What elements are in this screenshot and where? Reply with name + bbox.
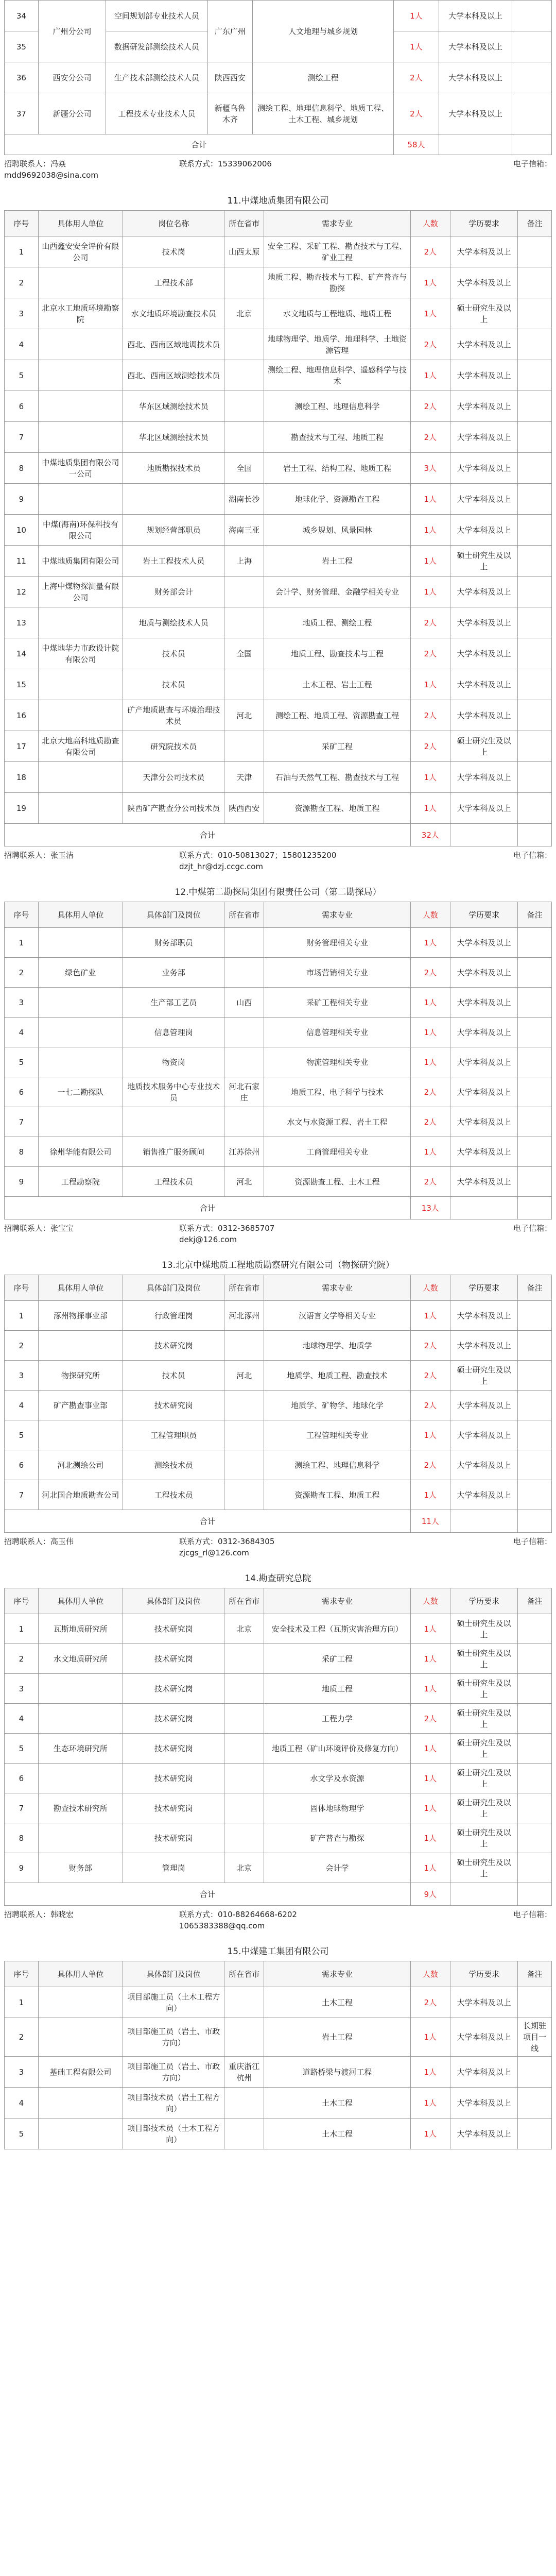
table-row: 4 项目部技术员（岩土工程方向） 土木工程 1人 大学本科及以上 bbox=[5, 2088, 552, 2119]
section-title: 11.中煤地质集团有限公司 bbox=[227, 196, 329, 206]
table-row: 11 中煤地质集团有限公司 岩土工程技术人员 上海 岩土工程 1人 硕士研究生及以上 bbox=[5, 546, 552, 577]
total-row: 合计 13人 bbox=[5, 1197, 552, 1219]
table-row: 9 湖南长沙 地球化学、资源勘查工程 1人 大学本科及以上 bbox=[5, 484, 552, 515]
table-row: 3 技术研究岗 地质工程 1人 硕士研究生及以上 bbox=[5, 1674, 552, 1704]
section11-table bbox=[4, 210, 552, 846]
contact-line: 招聘联系人：张宝宝 联系方式：0312-3685707 dekj@126.com 电子信箱： bbox=[4, 1224, 552, 1244]
total-row: 合计 9人 bbox=[5, 1883, 552, 1906]
table-row: 1 瓦斯地质研究所 技术研究岗 北京 安全技术及工程（瓦斯灾害治理方向） 1人 硕士研究生及以上 bbox=[5, 1614, 552, 1644]
table-row: 2 绿色矿业 业务部 市场营销相关专业 2人 大学本科及以上 bbox=[5, 958, 552, 988]
table-row: 4 西北、西南区域地调技术员 地球物理学、地质学、地理科学、土地资源管理 2人 大学本科及以上 bbox=[5, 329, 552, 360]
section-title: 12.中煤第二勘探局集团有限责任公司（第二勘探局） bbox=[175, 887, 381, 897]
contact-line: 招聘联系人：高玉伟 联系方式：0312-3684305 zjcgs_rl@126.com 电子信箱： bbox=[4, 1537, 552, 1557]
table-row: 17 北京大地高科地质勘查有限公司 研究院技术员 采矿工程 2人 硕士研究生及以上 bbox=[5, 731, 552, 762]
section-title: 15.中煤建工集团有限公司 bbox=[227, 1946, 329, 1957]
table-row: 7 勘查技术研究所 技术研究岗 固体地球物理学 1人 硕士研究生及以上 bbox=[5, 1793, 552, 1823]
table-row: 5 工程管理职员 工程管理相关专业 1人 大学本科及以上 bbox=[5, 1420, 552, 1450]
contact-line: 招聘联系人：韩晓宏 联系方式：010-88264668-6202 1065383388@qq.com 电子信箱： bbox=[4, 1910, 552, 1930]
contact-line: 招聘联系人：张玉洁 联系方式：010-50813027；15801235200 dzjt_hr@dzj.ccgc.com 电子信箱： bbox=[4, 851, 552, 871]
table-row: 2 水文地质研究所 技术研究岗 采矿工程 1人 硕士研究生及以上 bbox=[5, 1644, 552, 1674]
section-title: 13.北京中煤地质工程地质勘察研究有限公司（物探研究院） bbox=[161, 1260, 395, 1270]
table-row: 4 矿产勘查事业部 技术研究岗 地质学、矿物学、地球化学 2人 大学本科及以上 bbox=[5, 1391, 552, 1420]
table-row: 7 水文与水资源工程、岩土工程 2人 大学本科及以上 bbox=[5, 1107, 552, 1137]
table-row: 34 广州分公司 空间规划部专业技术人员 广东广州 人文地理与城乡规划 1人 大学本科及以上 bbox=[5, 1, 552, 31]
table-row: 4 信息管理岗 信息管理相关专业 1人 大学本科及以上 bbox=[5, 1018, 552, 1047]
table-row: 7 河北国合地质勘查公司 工程技术员 资源勘查工程、地质工程 1人 大学本科及以上 bbox=[5, 1480, 552, 1510]
table-row: 12 上海中煤物探测量有限公司 财务部会计 会计学、财务管理、金融学相关专业 1人 大学本科及以上 bbox=[5, 577, 552, 607]
table-row: 5 生态环境研究所 技术研究岗 地质工程（矿山环境评价及修复方向） 1人 硕士研究生及以上 bbox=[5, 1734, 552, 1764]
table-row: 14 中煤地华力市政设计院有限公司 技术员 全国 地质工程、勘查技术与工程 2人 大学本科及以上 bbox=[5, 638, 552, 669]
table-row: 13 地质与测绘技术人员 地质工程、测绘工程 2人 大学本科及以上 bbox=[5, 607, 552, 638]
table-row: 1 涿州物探事业部 行政管理岗 河北涿州 汉语言文学等相关专业 1人 大学本科及以上 bbox=[5, 1301, 552, 1331]
prev-table bbox=[4, 0, 552, 155]
table-header: 序号 具体用人单位 具体部门及岗位 所在省市 需求专业 人数 学历要求 备注 bbox=[5, 1275, 552, 1301]
table-row: 15 技术员 土木工程、岩土工程 1人 大学本科及以上 bbox=[5, 669, 552, 700]
table-row: 37 新疆分公司 工程技术专业技术人员 新疆乌鲁木齐 测绘工程、地理信息科学、地质工程、土木工程、城乡规划 2人 大学本科及以上 bbox=[5, 93, 552, 134]
table-row: 9 财务部 管理岗 北京 会计学 1人 硕士研究生及以上 bbox=[5, 1853, 552, 1883]
table-row: 3 生产部工艺员 山西 采矿工程相关专业 1人 大学本科及以上 bbox=[5, 988, 552, 1018]
section15-table bbox=[4, 1961, 552, 2149]
table-row: 8 中煤地质集团有限公司一公司 地质勘探技术员 全国 岩土工程、结构工程、地质工程 3人 大学本科及以上 bbox=[5, 453, 552, 484]
table-row: 35 数据研发部测绘技术人员 1人 大学本科及以上 bbox=[5, 31, 552, 62]
section13-table bbox=[4, 1275, 552, 1533]
table-header: 序号 具体用人单位 具体部门及岗位 所在省市 需求专业 人数 学历要求 备注 bbox=[5, 902, 552, 928]
section14-table bbox=[4, 1588, 552, 1906]
table-row: 6 河北测绘公司 测绘技术员 测绘工程、地理信息科学 2人 大学本科及以上 bbox=[5, 1450, 552, 1480]
table-row: 3 北京水工地质环境勘察院 水文地质环境勘查技术员 北京 水文地质与工程地质、地质工程 1人 硕士研究生及以上 bbox=[5, 298, 552, 329]
table-row: 6 一七二勘探队 地质技术服务中心专业技术员 河北石家庄 地质工程、电子科学与技术 2人 大学本科及以上 bbox=[5, 1077, 552, 1107]
table-row: 6 华东区域测绘技术员 测绘工程、地理信息科学 2人 大学本科及以上 bbox=[5, 391, 552, 422]
table-row: 1 山西鑫安安全评价有限公司 技术岗 山西太原 安全工程、采矿工程、勘查技术与工程、矿业工程 2人 大学本科及以上 bbox=[5, 236, 552, 267]
table-row: 2 技术研究岗 地球物理学、地质学 2人 大学本科及以上 bbox=[5, 1331, 552, 1361]
table-row: 5 物资岗 物流管理相关专业 1人 大学本科及以上 bbox=[5, 1047, 552, 1077]
table-row: 18 天津分公司技术员 天津 石油与天然气工程、勘查技术与工程 1人 大学本科及以上 bbox=[5, 762, 552, 793]
table-row: 1 财务部职员 财务管理相关专业 1人 大学本科及以上 bbox=[5, 928, 552, 958]
table-row: 7 华北区域测绘技术员 勘查技术与工程、地质工程 2人 大学本科及以上 bbox=[5, 422, 552, 453]
table-row: 9 工程勘察院 工程技术员 河北 资源勘查工程、土木工程 2人 大学本科及以上 bbox=[5, 1167, 552, 1197]
table-row: 5 西北、西南区域测绘技术员 测绘工程、地理信息科学、遥感科学与技术 1人 大学本科及以上 bbox=[5, 360, 552, 391]
table-row: 6 技术研究岗 水文学及水资源 1人 硕士研究生及以上 bbox=[5, 1764, 552, 1793]
section12-table bbox=[4, 902, 552, 1219]
table-row: 3 基础工程有限公司 项目部施工员（岩土、市政方向） 重庆浙江杭州 道路桥梁与渡河工程 1人 大学本科及以上 bbox=[5, 2057, 552, 2088]
section-title: 14.勘查研究总院 bbox=[245, 1573, 311, 1584]
total-row: 合计 58人 bbox=[5, 134, 552, 155]
total-row: 合计 11人 bbox=[5, 1510, 552, 1533]
table-row: 5 项目部技术员（土木工程方向） 土木工程 1人 大学本科及以上 bbox=[5, 2119, 552, 2149]
table-row: 3 物探研究所 技术员 河北 地质学、地质工程、勘查技术 2人 硕士研究生及以上 bbox=[5, 1361, 552, 1391]
total-row: 合计 32人 bbox=[5, 824, 552, 846]
table-row: 2 项目部施工员（岩土、市政方向） 岩土工程 1人 大学本科及以上 长期驻项目一线 bbox=[5, 2018, 552, 2057]
table-header: 序号 具体用人单位 岗位名称 所在省市 需求专业 人数 学历要求 备注 bbox=[5, 211, 552, 236]
table-header: 序号 具体用人单位 具体部门及岗位 所在省市 需求专业 人数 学历要求 备注 bbox=[5, 1961, 552, 1987]
table-row: 19 陕西矿产勘查分公司技术员 陕西西安 资源勘查工程、地质工程 1人 大学本科及以上 bbox=[5, 793, 552, 824]
table-header: 序号 具体用人单位 具体部门及岗位 所在省市 需求专业 人数 学历要求 备注 bbox=[5, 1588, 552, 1614]
table-row: 2 工程技术部 地质工程、勘查技术与工程、矿产普查与勘探 1人 大学本科及以上 bbox=[5, 267, 552, 298]
table-row: 10 中煤(海南)环保科技有限公司 规划经营部职员 海南三亚 城乡规划、风景园林 1人 大学本科及以上 bbox=[5, 515, 552, 546]
table-row: 4 技术研究岗 工程力学 2人 硕士研究生及以上 bbox=[5, 1704, 552, 1734]
table-row: 36 西安分公司 生产技术部测绘技术人员 陕西西安 测绘工程 2人 大学本科及以上 bbox=[5, 62, 552, 93]
contact-line: 招聘联系人：冯焱 mdd9692038@sina.com 联系方式：15339062006 电子信箱： bbox=[4, 159, 552, 180]
table-row: 16 矿产地质勘查与环境治理技术员 河北 测绘工程、地质工程、资源勘查工程 2人 大学本科及以上 bbox=[5, 700, 552, 731]
table-row: 8 技术研究岗 矿产普查与勘探 1人 硕士研究生及以上 bbox=[5, 1823, 552, 1853]
table-row: 8 徐州华能有限公司 销售推广服务顾问 江苏徐州 工商管理相关专业 1人 大学本科及以上 bbox=[5, 1137, 552, 1167]
table-row: 1 项目部施工员（土木工程方向） 土木工程 2人 大学本科及以上 bbox=[5, 1987, 552, 2018]
